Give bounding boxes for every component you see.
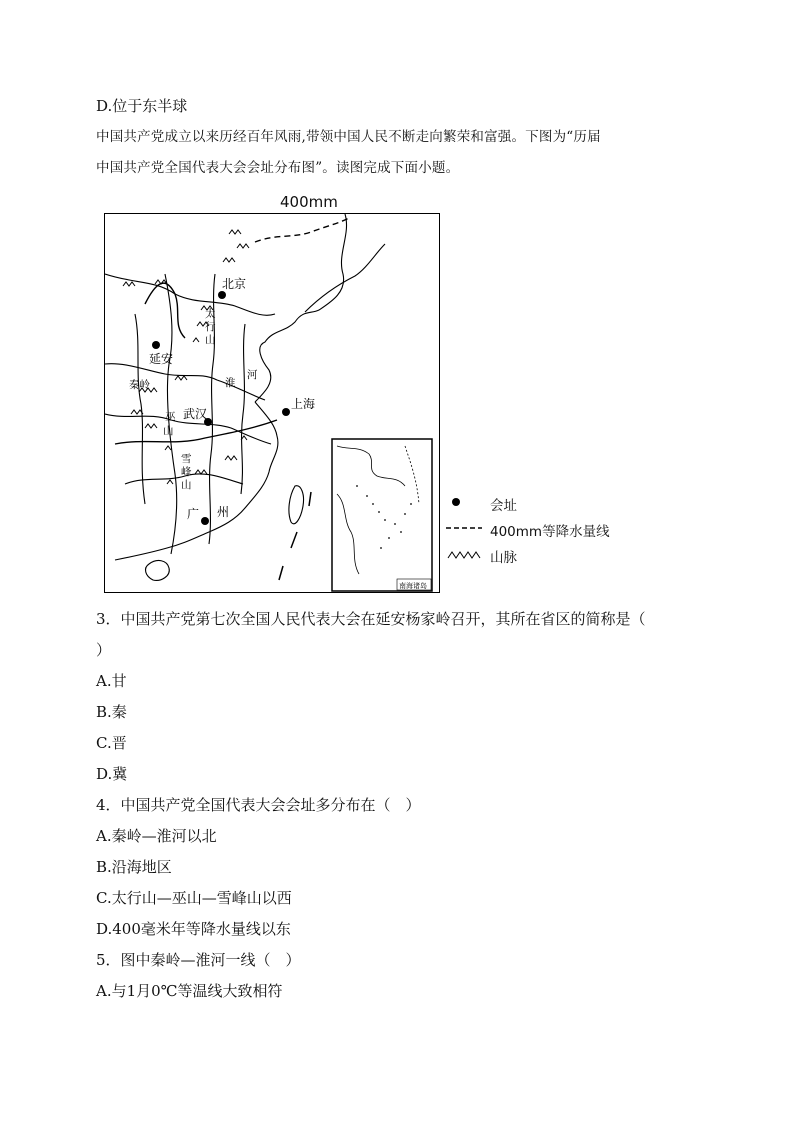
legend-mountain-label: 山脉: [490, 550, 517, 566]
legend-mountain: [446, 544, 646, 570]
legend-site-label: 会址: [490, 498, 517, 514]
question-4-stem: 4．中国共产党全国代表大会会址多分布在（ ）: [96, 796, 421, 814]
question-4-option-c: C.太行山—巫山—雪峰山以西: [96, 889, 292, 907]
question-3-option-d: D.冀: [96, 765, 128, 783]
map-drawing: [105, 214, 440, 593]
label-beijing: 北京: [222, 277, 247, 291]
legend-site: [446, 492, 646, 518]
label-shanghai: 上海: [291, 397, 316, 411]
question-3-stem-end: ）: [96, 641, 112, 659]
label-taihang-2: 行: [205, 321, 216, 333]
site-dot-icon: [446, 492, 486, 512]
legend-isohyet: [446, 518, 646, 544]
intro-text-line-2: 中国共产党全国代表大会会址分布图”。读图完成下面小题。: [96, 160, 460, 176]
label-xuefeng-shan: 山: [181, 479, 192, 491]
question-5-option-a: A.与1月0℃等温线大致相符: [96, 982, 283, 1000]
question-4-option-b: B.沿海地区: [96, 858, 172, 876]
label-yanan: 延安: [149, 352, 174, 366]
legend-isohyet-label: 400mm等降水量线: [490, 524, 610, 540]
label-qinling: 秦岭: [129, 379, 150, 391]
mountain-hatch-icon: [446, 544, 486, 564]
label-guangzhou-1: 广: [187, 507, 200, 521]
intro-text-line-1: 中国共产党成立以来历经百年风雨,带领中国人民不断走向繁荣和富强。下图为“历届: [96, 129, 601, 145]
map-legend: [446, 492, 646, 570]
label-wu: 巫: [165, 411, 176, 423]
label-huai: 淮: [225, 377, 236, 389]
question-5-stem: 5．图中秦岭—淮河一线（ ）: [96, 951, 301, 969]
label-feng: 峰: [181, 466, 192, 478]
label-taihang-1: 太: [205, 308, 216, 320]
inset-label: 南海诸岛: [399, 582, 427, 590]
map-title: 400mm: [280, 193, 338, 211]
question-4-option-a: A.秦岭—淮河以北: [96, 827, 217, 845]
south-china-sea-inset: [332, 439, 432, 591]
label-wushan-shan: 山: [163, 425, 174, 437]
label-guangzhou-2: 州: [217, 505, 230, 519]
label-xue: 雪: [181, 453, 192, 465]
question-3-stem: 3．中国共产党第七次全国人民代表大会在延安杨家岭召开，其所在省区的简称是（: [96, 610, 646, 628]
label-wuhan: 武汉: [183, 407, 208, 421]
question-3-option-c: C.晋: [96, 734, 127, 752]
party-congress-site-map: [104, 213, 440, 593]
question-3-option-b: B.秦: [96, 703, 127, 721]
previous-option-d: D.位于东半球: [96, 97, 188, 115]
dashed-line-icon: [446, 518, 486, 538]
label-he: 河: [247, 369, 258, 381]
label-taihang-3: 山: [205, 334, 216, 346]
question-3-option-a: A.甘: [96, 672, 127, 690]
question-4-option-d: D.400毫米年等降水量线以东: [96, 920, 291, 938]
